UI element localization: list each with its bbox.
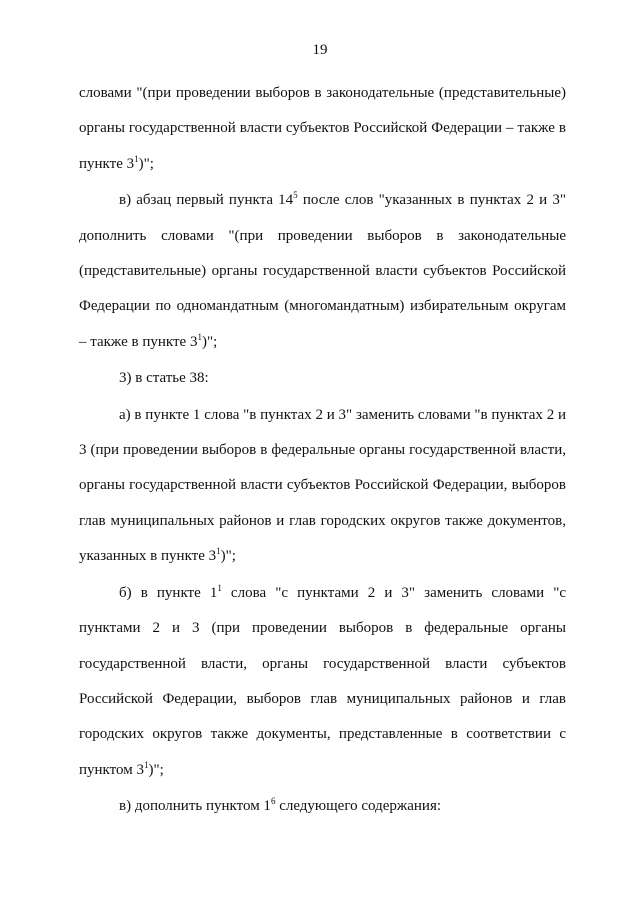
paragraph-2 bbox=[79, 183, 566, 360]
paragraph-1 bbox=[79, 76, 566, 182]
superscript: 1 bbox=[217, 582, 222, 593]
text-run: )"; bbox=[138, 155, 154, 172]
superscript: 6 bbox=[270, 796, 276, 807]
text-run: )"; bbox=[220, 548, 236, 565]
text-run: 3) в статье 38: bbox=[119, 370, 209, 387]
text-run: следующего содержания: bbox=[275, 798, 442, 815]
paragraph-5 bbox=[79, 576, 566, 788]
text-run: в) дополнить пунктом 1 bbox=[119, 798, 271, 815]
paragraph-4 bbox=[79, 398, 566, 575]
text-run: )"; bbox=[148, 761, 164, 778]
text-run: б) в пункте 1 bbox=[119, 584, 218, 601]
superscript: 1 bbox=[143, 759, 149, 770]
text-run: после слов "указанных в пунктах 2 и 3" дополнить словами "(при проведении выборов в законодательные (представительные) органы государственной власти субъектов Российской Федерации по одномандатным (многомандатным) избирательным округам – также в пункте 3 bbox=[79, 192, 566, 350]
paragraph-6 bbox=[79, 789, 566, 824]
text-run: слова "с пунктами 2 и 3" заменить словами "с пунктами 2 и 3 (при проведении выборов в федеральные органы государственной власти, органы государственной власти субъектов Российской Федерации, выборов глав муниципальных районов и глав городских округов также документы, представленные в соответствии с пунктом 3 bbox=[79, 584, 566, 778]
text-run: словами "(при проведении выборов в законодательные (представительные) органы государственной власти субъектов Российской Федерации – также в пункте 3 bbox=[79, 85, 566, 172]
superscript: 1 bbox=[216, 546, 221, 557]
text-run: )"; bbox=[201, 333, 218, 350]
paragraph-3 bbox=[79, 361, 566, 396]
superscript: 1 bbox=[134, 153, 139, 164]
page-number: 19 bbox=[312, 42, 328, 58]
superscript: 1 bbox=[197, 331, 202, 342]
text-run: в) абзац первый пункта 14 bbox=[119, 192, 294, 209]
body-text bbox=[79, 76, 566, 825]
superscript: 5 bbox=[293, 190, 298, 201]
text-run: а) в пункте 1 слова "в пунктах 2 и 3" заменить словами "в пунктах 2 и 3 (при проведении выборов в федеральные органы государственной власти, органы государственной власти субъектов Российской Федерации, выборов глав муниципальных районов и глав городских округов также документов, указанных в пункте 3 bbox=[79, 406, 566, 565]
